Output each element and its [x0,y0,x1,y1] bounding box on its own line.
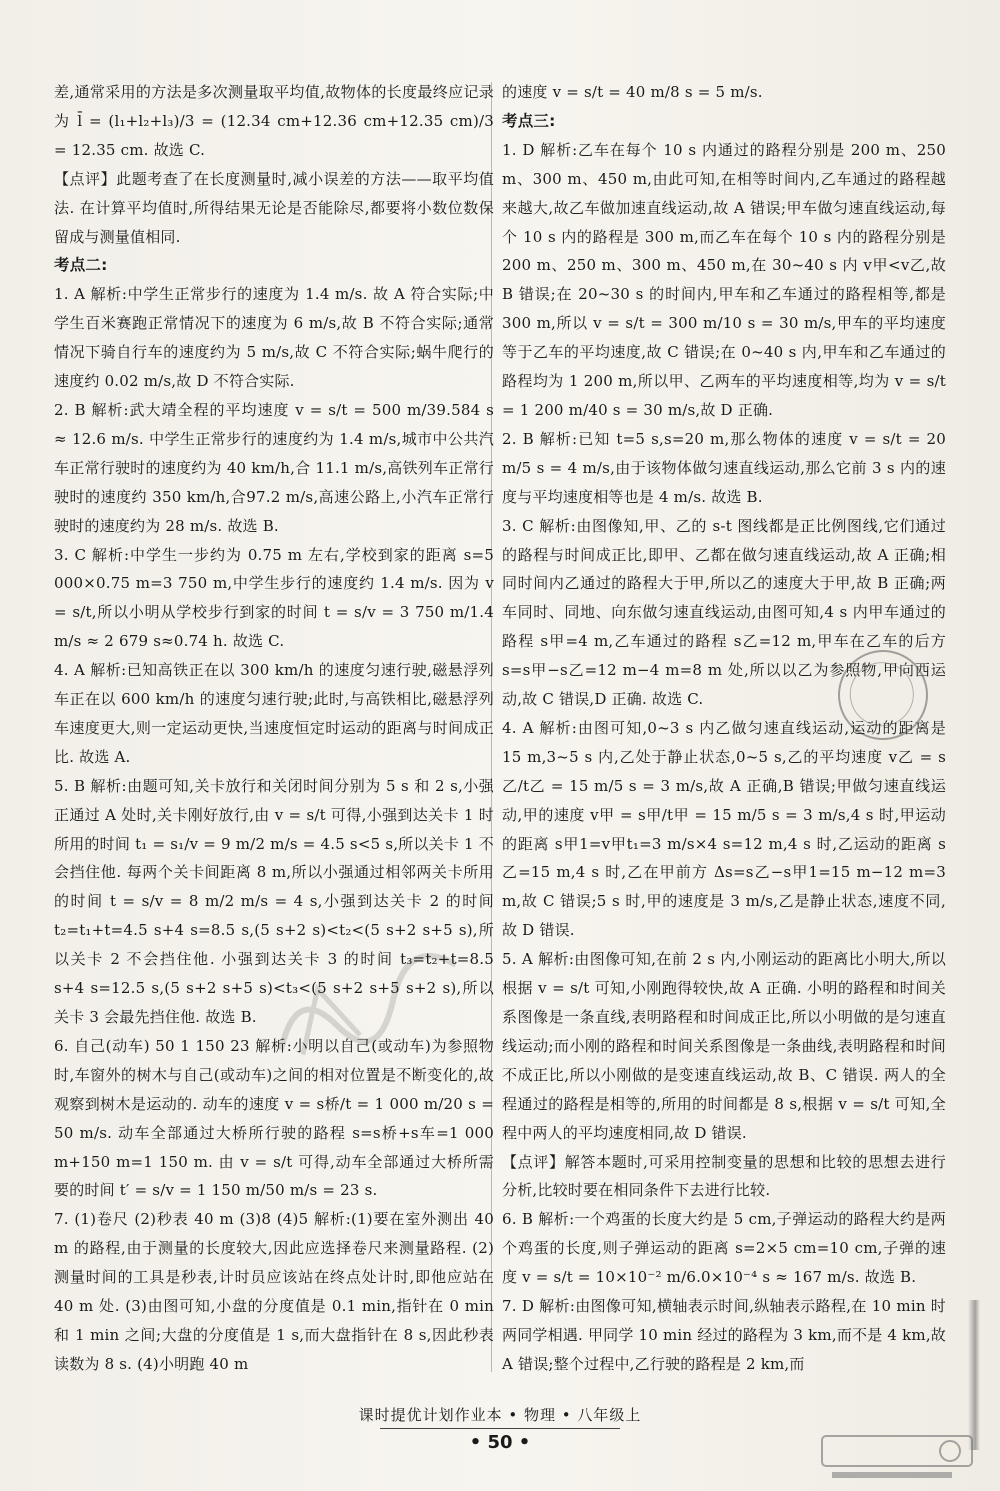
paragraph: 4. A 解析:由图可知,0~3 s 内乙做匀速直线运动,运动的距离是 15 m,3~5 s 内,乙处于静止状态,0~5 s,乙的平均速度 v乙 = s乙/t乙 = 15 m/5 s = 3 m/s,故 A 正确,B 错误;甲做匀速直线运动,甲的速度 v甲 = s甲/t甲 = 15 m/5 s = 3 m/s,4 s 时,甲运动的距离 s甲1=v甲t₁=3 m/s×4 s=12 m,4 s 时,乙运动的距离 s乙=15 m,4 s 时,乙在甲前方 Δs=s乙−s甲1=15 m−12 m=3 m,故 C 错误;5 s 时,甲的速度是 3 m/s,乙是静止状态,速度不同,故 D 错误. [502,718,946,940]
page-edge [968,1300,980,1450]
footer-title: 课时提优计划作业本 • 物理 • 八年级上 [358,1406,642,1424]
paragraph: 1. A 解析:中学生正常步行的速度为 1.4 m/s. 故 A 符合实际;中学生百米赛跑正常情况下的速度为 6 m/s,故 B 不符合实际;通常情况下骑自行车的速度约为 5 m/s,故 C 不符合实际;蜗牛爬行的速度约 0.02 m/s,故 D 不符合实际. [54,285,494,391]
footer-rule [380,1428,620,1429]
paragraph: 差,通常采用的方法是多次测量取平均值,故物体的长度最终应记录为 l̄ = (l₁+l₂+l₃)/3 = (12.34 cm+12.36 cm+12.35 cm)/3 = 12.35 cm. 故选 C. [54,83,494,159]
paragraph: 3. C 解析:中学生一步约为 0.75 m 左右,学校到家的距离 s=5 000×0.75 m=3 750 m,中学生步行的速度约 1.4 m/s. 因为 v = s/t,所以小明从学校步行到家的时间 t = s/v = 3 750 m/1.4 m/s ≈ 2 679 s≈0.74 h. 故选 C. [54,545,494,651]
paragraph: 4. A 解析:已知高铁正在以 300 km/h 的速度匀速行驶,磁悬浮列车正在以 600 km/h 的速度匀速行驶;此时,与高铁相比,磁悬浮列车速度更大,则一定运动更快,当速度恒定时运动的距离与时间成正比. 故选 A. [54,661,494,766]
paragraph: 5. B 解析:由题可知,关卡放行和关闭时间分别为 5 s 和 2 s,小强正通过 A 处时,关卡刚好放行,由 v = s/t 可得,小强到达关卡 1 时所用的时间 t₁ = s₁/v = 9 m/2 m/s = 4.5 s<5 s,所以关卡 1 不会挡住他. 每两个关卡间距离 8 m,所以小强通过相邻两关卡所用的时间 t = s/v = 8 m/2 m/s = 4 s,小强到达关卡 2 的时间 t₂=t₁+t=4.5 s+4 s=8.5 s,(5 s+2 s)<t₂<(5 s+2 s+5 s),所以关卡 2 不会挡住他. 小强到达关卡 3 的时间 t₃=t₂+t=8.5 s+4 s=12.5 s,(5 s+2 s+5 s)<t₃<(5 s+2 s+5 s+2 s),所以关卡 3 会最先挡住他. 故选 B. [54,776,494,1026]
paragraph: 【点评】此题考查了在长度测量时,减小误差的方法——取平均值法. 在计算平均值时,所得结果无论是否能除尽,都要将小数位数保留成与测量值相同. [54,169,494,246]
paragraph: 7. D 解析:由图像可知,横轴表示时间,纵轴表示路程,在 10 min 时两同学相遇. 甲同学 10 min 经过的路程为 3 km,而不是 4 km,故 A 错误;整个过程中,乙行驶的路程是 2 km,而 [502,1297,946,1373]
paragraph: 7. (1)卷尺 (2)秒表 40 m (3)8 (4)5 解析:(1)要在室外测出 40 m 的路程,由于测量的长度较大,因此应选择卷尺来测量路程. (2)测量时间的工具是秒表,计时员应该站在终点处计时,即他应站在 40 m 处. (3)由图可知,小盘的分度值是 0.1 min,指针在 0 min 和 1 min 之间;大盘的分度值是 1 s,而大盘指针在 8 s,因此秒表读数为 8 s. (4)小明跑 40 m [54,1210,494,1373]
page-number: • 50 • [469,1432,531,1453]
section-heading: 考点二: [54,256,108,275]
paragraph: 的速度 v = s/t = 40 m/8 s = 5 m/s. [502,83,763,101]
paragraph: 5. A 解析:由图像可知,在前 2 s 内,小刚运动的距离比小明大,所以根据 v = s/t 可知,小刚跑得较快,故 A 正确. 小明的路程和时间关系图像是一条直线,表明路程和时间成正比,所以小明做的是匀速直线运动;而小刚的路程和时间关系图像是一条曲线,表明路程和时间不成正比,所以小刚做的是变速直线运动,故 B、C 错误. 两人的全程通过的路程是相等的,所用的时间都是 8 s,根据 v = s/t 可知,全程中两人的平均速度相同,故 D 错误. [502,950,946,1142]
site-logo [820,1432,980,1484]
section-heading: 考点三: [502,111,556,130]
left-column [54,78,494,1379]
paragraph: 1. D 解析:乙车在每个 10 s 内通过的路程分别是 200 m、250 m、300 m、450 m,由此可知,在相等时间内,乙车通过的路程越来越大,故乙车做加速直线运动,故 A 错误;甲车做匀速直线运动,每个 10 s 内的路程是 300 m,而乙车在每个 10 s 内的路程分别是 200 m、250 m、300 m、450 m,在 30~40 s 内 v甲<v乙,故 B 错误;在 20~30 s 的时间内,甲车和乙车通过的路程相等,都是 300 m,所以 v = s/t = 300 m/10 s = 30 m/s,甲车的平均速度等于乙车的平均速度,故 C 错误;在 0~40 s 内,甲车和乙车通过的路程均为 1 200 m,所以甲、乙两车的平均速度相等,均为 v = s/t = 1 200 m/40 s = 30 m/s,故 D 正确. [502,140,946,419]
paragraph: 2. B 解析:武大靖全程的平均速度 v = s/t = 500 m/39.584 s ≈ 12.6 m/s. 中学生正常步行的速度约为 1.4 m/s,城市中公共汽车正常行驶时的速度约为 40 km/h,合 11.1 m/s,高铁列车正常行驶时的速度约 350 km/h,合97.2 m/s,高速公路上,小汽车正常行驶时的速度约为 28 m/s. 故选 B. [54,400,494,535]
paragraph: 【点评】解答本题时,可采用控制变量的思想和比较的思想去进行分析,比较时要在相同条件下去进行比较. [502,1152,946,1200]
paragraph: 3. C 解析:由图像知,甲、乙的 s-t 图线都是正比例图线,它们通过的路程与时间成正比,即甲、乙都在做匀速直线运动,故 A 正确;相同时间内乙通过的路程大于甲,所以乙的速度大于甲,故 B 正确;两车同时、同地、向东做匀速直线运动,由图可知,4 s 内甲车通过的路程 s甲=4 m,乙车通过的路程 s乙=12 m,甲车在乙车的后方 s=s甲−s乙=12 m−4 m=8 m 处,所以以乙为参照物,甲向西运动,故 C 错误,D 正确. 故选 C. [502,516,946,709]
paragraph: 6. 自己(动车) 50 1 150 23 解析:小明以自己(或动车)为参照物时,车窗外的树木与自己(或动车)之间的相对位置是不断变化的,故观察到树木是运动的. 动车的速度 v = s桥/t = 1 000 m/20 s = 50 m/s. 动车全部通过大桥所行驶的路程 s=s桥+s车=1 000 m+150 m=1 150 m. 由 v = s/t 可得,动车全部通过大桥所需要的时间 t′ = s/v = 1 150 m/50 m/s = 23 s. [54,1036,494,1200]
paragraph: 2. B 解析:已知 t=5 s,s=20 m,那么物体的速度 v = s/t = 20 m/5 s = 4 m/s,由于该物体做匀速直线运动,那么它前 3 s 内的速度与平均速度相等也是 4 m/s. 故选 B. [502,429,946,506]
paragraph: 6. B 解析:一个鸡蛋的长度大约是 5 cm,子弹运动的路程大约是两个鸡蛋的长度,则子弹运动的距离 s=2×5 cm=10 cm,子弹的速度 v = s/t = 10×10⁻² m/6.0×10⁻⁴ s ≈ 167 m/s. 故选 B. [502,1210,946,1287]
